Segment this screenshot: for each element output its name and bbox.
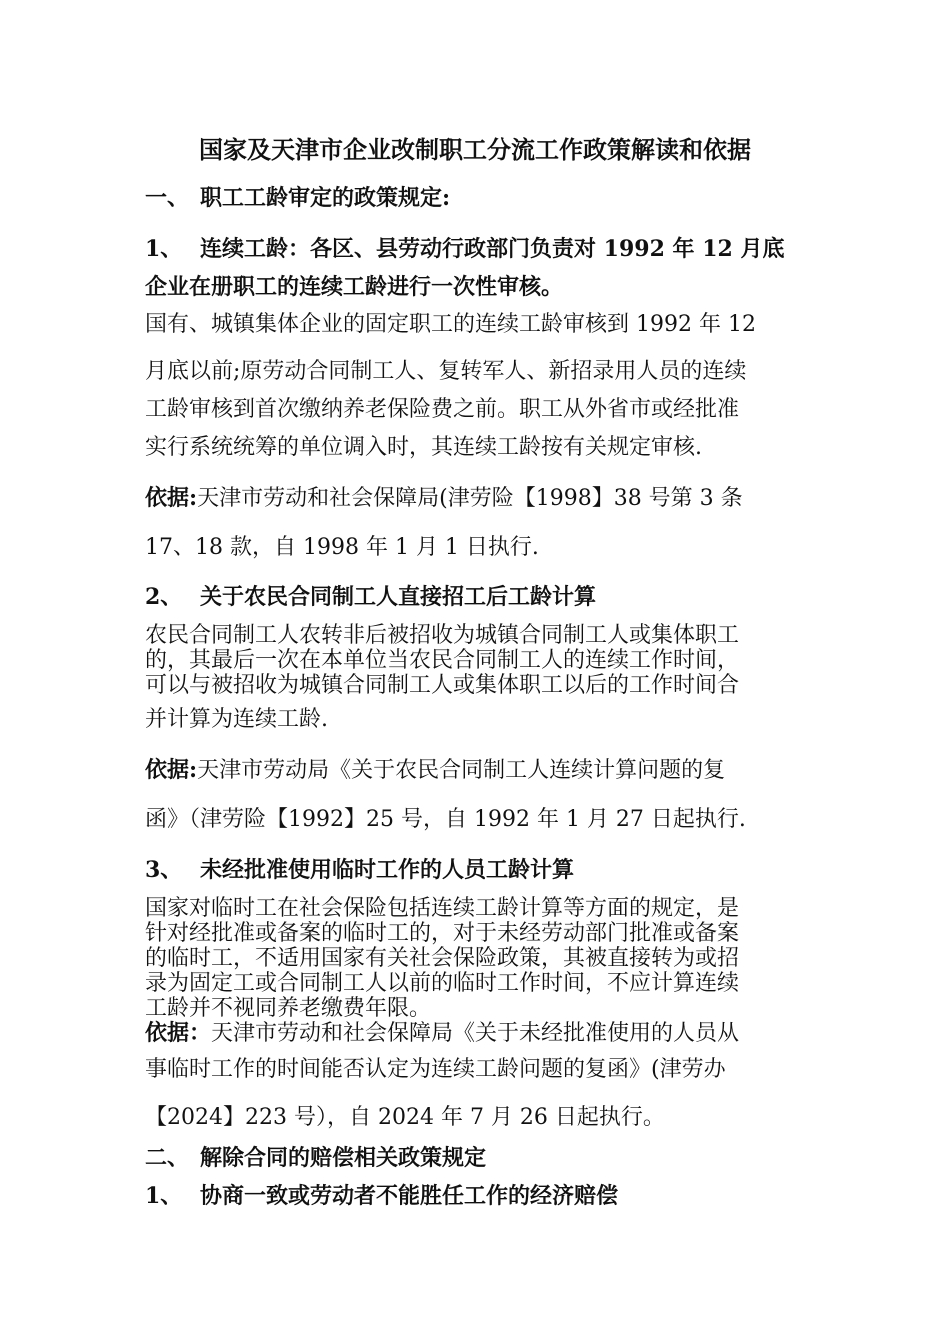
section-2-number: 二、 bbox=[145, 1145, 190, 1171]
section-1-heading bbox=[145, 185, 450, 211]
item-3-basis-label: 依据： bbox=[145, 1020, 212, 1046]
item-1-body-line: 国有、城镇集体企业的固定职工的连续工龄审核到 1992 年 12 bbox=[145, 312, 756, 337]
item-3-number: 3、 bbox=[145, 857, 183, 883]
item-2-basis-text: 天津市劳动局《关于农民合同制工人连续计算问题的复 bbox=[197, 758, 726, 783]
section-2-item-1-number: 1、 bbox=[145, 1183, 183, 1209]
item-2-body-line: 农民合同制工人农转非后被招收为城镇合同制工人或集体职工 bbox=[145, 623, 740, 648]
item-1-heading-line2: 企业在册职工的连续工龄进行一次性审核。 bbox=[145, 274, 564, 300]
item-3-heading bbox=[145, 857, 574, 883]
item-3-body-line: 工龄并不视同养老缴费年限。 bbox=[145, 996, 432, 1021]
section-2-item-1-heading-text: 协商一致或劳动者不能胜任工作的经济赔偿 bbox=[200, 1183, 619, 1209]
item-3-basis-line3: 【2024】223 号），自 2024 年 7 月 26 日起执行。 bbox=[145, 1105, 665, 1130]
section-2-item-1-heading bbox=[145, 1183, 618, 1209]
item-2-heading bbox=[145, 584, 596, 610]
item-3-body-line: 国家对临时工在社会保险包括连续工龄计算等方面的规定，是 bbox=[145, 896, 740, 921]
item-2-body-line: 并计算为连续工龄. bbox=[145, 707, 328, 732]
section-1-number: 一、 bbox=[145, 185, 190, 211]
item-1-heading-line1 bbox=[145, 236, 784, 262]
item-2-basis-line2: 函》（津劳险【1992】25 号，自 1992 年 1 月 27 日起执行. bbox=[145, 807, 746, 832]
item-1-basis-text: 天津市劳动和社会保障局(津劳险【1998】38 号第 3 条 bbox=[197, 486, 743, 511]
item-3-basis-line1 bbox=[145, 1020, 739, 1047]
item-2-body-line: 可以与被招收为城镇合同制工人或集体职工以后的工作时间合 bbox=[145, 673, 740, 698]
item-3-basis-text: 天津市劳动和社会保障局《关于未经批准使用的人员从 bbox=[211, 1021, 740, 1046]
document-title: 国家及天津市企业改制职工分流工作政策解读和依据 bbox=[199, 135, 751, 164]
item-2-number: 2、 bbox=[145, 584, 183, 610]
item-3-body-line: 的临时工，不适用国家有关社会保险政策，其被直接转为或招 bbox=[145, 946, 740, 971]
item-1-body-line: 工龄审核到首次缴纳养老保险费之前。职工从外省市或经批准 bbox=[145, 397, 740, 422]
item-2-basis-line1 bbox=[145, 757, 725, 784]
item-1-basis-label: 依据: bbox=[145, 485, 198, 511]
item-3-body-line: 录为固定工或合同制工人以前的临时工作时间，不应计算连续 bbox=[145, 971, 740, 996]
item-3-basis-line2: 事临时工作的时间能否认定为连续工龄问题的复函》(津劳办 bbox=[145, 1057, 726, 1082]
item-1-body-line: 月底以前;原劳动合同制工人、复转军人、新招录用人员的连续 bbox=[145, 359, 747, 384]
item-1-basis-line1 bbox=[145, 485, 743, 512]
section-2-heading bbox=[145, 1145, 486, 1171]
section-1-title: 职工工龄审定的政策规定: bbox=[200, 185, 451, 211]
item-2-heading-text: 关于农民合同制工人直接招工后工龄计算 bbox=[200, 584, 597, 610]
item-1-heading-text: 连续工龄：各区、县劳动行政部门负责对 1992 年 12 月底 bbox=[200, 236, 785, 262]
item-1-basis-line2: 17、18 款，自 1998 年 1 月 1 日执行. bbox=[145, 535, 539, 560]
item-3-body-line: 针对经批准或备案的临时工的，对于未经劳动部门批准或备案 bbox=[145, 921, 740, 946]
item-2-body-line: 的，其最后一次在本单位当农民合同制工人的连续工作时间， bbox=[145, 648, 740, 673]
item-1-body-line: 实行系统统筹的单位调入时，其连续工龄按有关规定审核. bbox=[145, 435, 702, 460]
section-2-title: 解除合同的赔偿相关政策规定 bbox=[200, 1145, 487, 1171]
item-3-heading-text: 未经批准使用临时工作的人员工龄计算 bbox=[200, 857, 575, 883]
item-1-number: 1、 bbox=[145, 236, 183, 262]
item-2-basis-label: 依据: bbox=[145, 757, 198, 783]
